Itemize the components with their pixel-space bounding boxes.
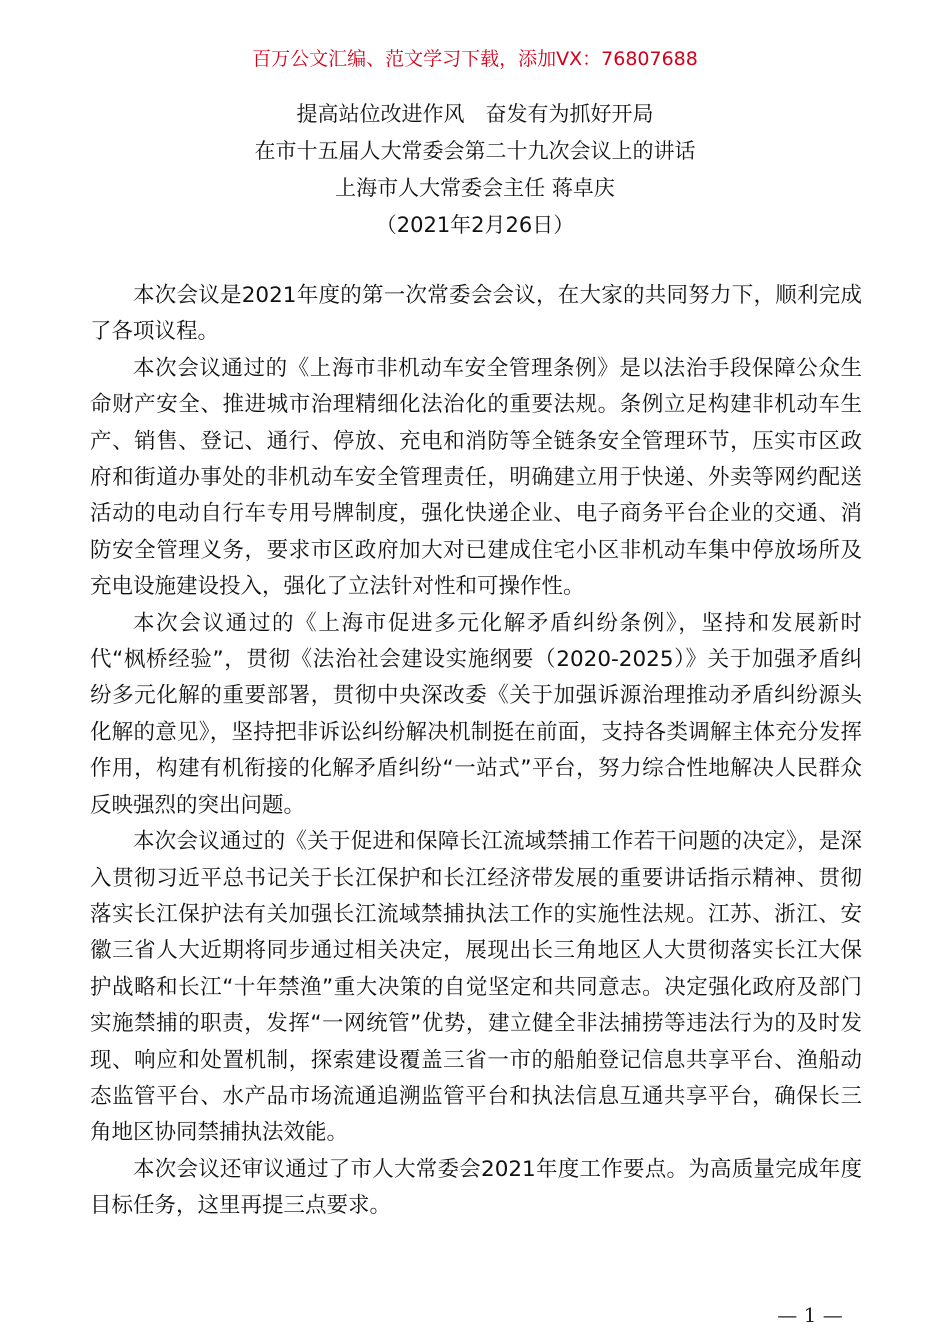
speaker-line: 上海市人大常委会主任 蒋卓庆 [335,176,615,200]
document-subtitle: 在市十五届人大常委会第二十九次会议上的讲话 [254,139,696,163]
paragraph-3: 本次会议通过的《上海市促进多元化解矛盾纠纷条例》，坚持和发展新时代“枫桥经验”，贯彻《法治社会建设实施纲要（2020-2025）》关于加强矛盾纠纷多元化解的重要部署，贯彻中央深改委《关于加强诉源治理推动矛盾纠纷源头化解的意见》，坚持把非诉讼纠纷解决机制挺在前面，支持各类调解主体充分发挥作用，构建有机衔接的化解矛盾纠纷“一站式”平台，努力综合性地解决人民群众反映强烈的突出问题。 [90,610,862,818]
watermark-text: 百万公文汇编、范文学习下载，添加VX：76807688 [252,48,698,70]
paragraph-1: 本次会议是2021年度的第一次常委会会议，在大家的共同努力下，顺利完成了各项议程。 [90,283,862,345]
speech-date: （2021年2月26日） [375,213,575,237]
document-title: 提高站位改进作风 奋发有为抓好开局 [296,102,654,126]
document-body [90,278,862,1225]
paragraph-4: 本次会议通过的《关于促进和保障长江流域禁捕工作若干问题的决定》，是深入贯彻习近平总书记关于长江保护和长江经济带发展的重要讲话指示精神、贯彻落实长江保护法有关加强长江流域禁捕执法工作的实施性法规。江苏、浙江、安徽三省人大近期将同步通过相关决定，展现出长三角地区人大贯彻落实长江大保护战略和长江“十年禁渔”重大决策的自觉坚定和共同意志。决定强化政府及部门实施禁捕的职责，发挥“一网统管”优势，建立健全非法捕捞等违法行为的及时发现、响应和处置机制，探索建设覆盖三省一市的船舶登记信息共享平台、渔船动态监管平台、水产品市场流通追溯监管平台和执法信息互通共享平台，确保长三角地区协同禁捕执法效能。 [90,829,862,1146]
paragraph-5: 本次会议还审议通过了市人大常委会2021年度工作要点。为高质量完成年度目标任务，这里再提三点要求。 [90,1156,862,1219]
page-number: — 1 — [777,1303,843,1327]
document-header [90,96,860,244]
paragraph-2: 本次会议通过的《上海市非机动车安全管理条例》是以法治手段保障公众生命财产安全、推进城市治理精细化法治化的重要法规。条例立足构建非机动车生产、销售、登记、通行、停放、充电和消防等全链条安全管理环节，压实市区政府和街道办事处的非机动车安全管理责任，明确建立用于快递、外卖等网约配送活动的电动自行车专用号牌制度，强化快递企业、电子商务平台企业的交通、消防安全管理义务，要求市区政府加大对已建成住宅小区非机动车集中停放场所及充电设施建设投入，强化了立法针对性和可操作性。 [90,355,862,600]
